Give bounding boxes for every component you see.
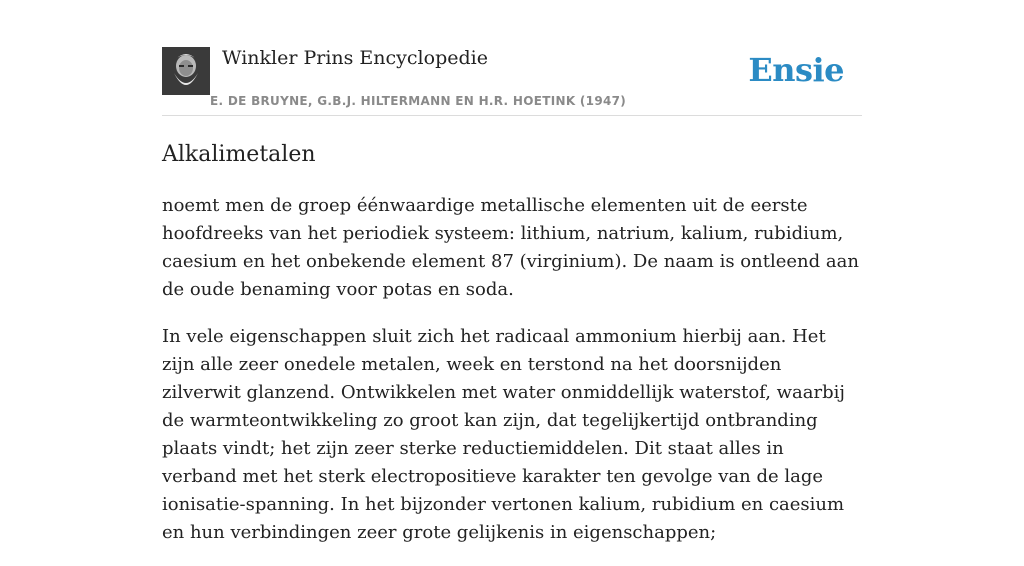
article-body [162, 192, 862, 566]
author-portrait-image [162, 47, 210, 95]
article-paragraph: noemt men de groep éénwaardige metallische elementen uit de eerste hoofdreeks van het periodiek systeem: lithium, natrium, kalium, rubidium, caesium en het onbekende element 87 (virginium). De naam is ontleend aan de oude benaming voor potas en soda. [162, 195, 859, 300]
source-authors: E. DE BRUYNE, G.B.J. HILTERMANN EN H.R. HOETINK (1947) [210, 94, 627, 108]
ensie-logo[interactable]: Ensie [748, 51, 844, 89]
article-paragraph: In vele eigenschappen sluit zich het radicaal ammonium hierbij aan. Het zijn alle zeer onedele metalen, week en terstond na het doorsnijden zilverwit glanzend. Ontwikkelen met water onmiddellijk waterstof, waarbij de warmteontwikkeling zo groot kan zijn, dat tegelijkertijd ontbranding plaats vindt; het zijn zeer sterke reductiemiddelen. Dit staat alles in verband met het sterk electropositieve karakter ten gevolge van de lage ionisatie-spanning. In het bijzonder vertonen kalium, rubidium en caesium en hun verbindingen zeer grote gelijkenis in eigenschappen; [162, 326, 845, 543]
source-header [162, 0, 862, 116]
source-title[interactable]: Winkler Prins Encyclopedie [222, 47, 488, 69]
content-column [162, 0, 862, 543]
author-avatar[interactable] [162, 47, 210, 95]
article-title: Alkalimetalen [162, 142, 316, 167]
